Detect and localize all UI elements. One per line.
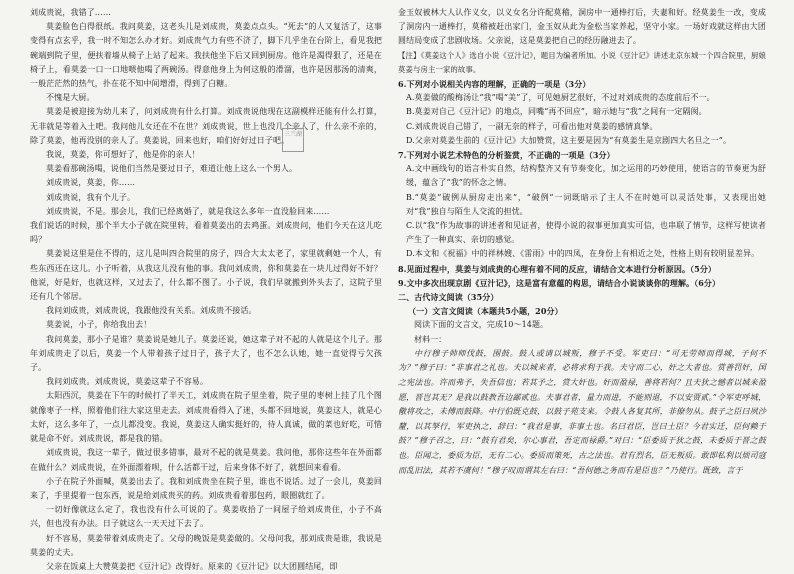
right-paragraph: 7.下列对小说艺术特色的分析鉴赏，不正确的一项是（3分）: [398, 150, 615, 161]
left-paragraph: 莫姜脸色白得很纸。我问莫姜，这老头儿是刘成贵，莫姜点点头。“死去”的人又复活了，这事变得有点玄乎，我一时不知怎么办才好。刘成贵气力有些不济了，脚下几乎坐在台阶上，看见我把碗端到院子里，便扶着墙从椅子上站了起来。我扶他坐下后又回到厨房。他许是渴得狠了，还是在椅子上，看莫姜一口一口地喂他喝了两碗汤。得意他身上为何这般的滑溜，也许是因那汤的清爽，一般茫茫然的热气，扑在花不知中间增滑，得到了白糖。: [30, 22, 382, 89]
right-paragraph: D.父亲对莫姜生前的《豆汁记》大加赞赏，这主要是因为“有莫姜生是京剧四大名旦之一”。: [406, 135, 732, 145]
right-paragraph: 阅读下面的文言文，完成10～14题。: [414, 320, 549, 330]
left-paragraph: 小子在院子外面喊，莫姜出去了。我和刘成贵坐在院子里，谁也不说话。过了一会儿，莫姜回来了，手里提着一包东西，说是给刘成贵买的药。刘成贵看着那包药，眼圈就红了。: [30, 476, 382, 500]
right-paragraph: C.以“我”作为故事的讲述者和见证者，使得小说的叙事更加真实可信，也串联了情节，这样写使读者产生了一种真实、亲切的感觉。: [406, 221, 766, 245]
right-paragraph: C.刘成贵说自己错了，一副无奈的样子，可看出他对莫姜的感情真挚。: [406, 121, 658, 131]
right-paragraph: 中行穆子帅师伐鼓，围鼓。鼓人或请以城叛，穆子不受。军吏曰：“可无劳师而得城，子何不为？”穆子曰：“非事君之礼也。夫以城来者，必将求利于我。夫守而二心，奸之大者也。赏善罚奸，国之宪法也。许而弗予，失吾信也；若其予之，赏大奸也。奸而盈禄，善将若何？且夫狄之憾者以城来盈愿，晋岂其无？是我以鼓教吾边鄙贰也。夫事君者，量力而进，不能则退，不以安贾贰。”令军吏呼城，儆将攻之，未傅而鼓降。中行伯既克鼓，以鼓子苑支来。令鼓人各复其所，非僚勿从。鼓子之臣曰夙沙釐，以其孥行，军吏执之，辞曰：“我君是事，非事土也。名曰君臣，岂曰土臣？今君实迁，臣何赖于鼓？”穆子召之，曰：“鼓有君矣，尔心事君，吾定而禄爵。”对曰：“臣委质于狄之鼓，未委质于晋之鼓也。臣闻之，委质为臣，无有二心。委质而策死，古之法也。君有烈名，臣无叛质。敢即私利以烦司寇而乱旧法，其若不虞何！”穆子叹而谓其左右曰：“吾何德之务而有是臣也？”乃使行。既致，言于: [398, 348, 766, 475]
right-paragraph: 8.见面过程中，莫姜与刘成贵的心理有着不同的反应，请结合文本进行分析原因。（5分）: [398, 263, 717, 274]
right-paragraph: D.本文和《祝福》中的祥林嫂、《雷雨》中的四凤，在身份上有相近之处，性格上则有较明显差异。: [406, 249, 760, 259]
left-paragraph: 我问刘成贵。刘成贵说，莫姜这辈子不容易。: [46, 377, 208, 387]
right-column: [398, 6, 766, 556]
left-paragraph: 我说，莫姜，你可想好了，他是你的亲人！: [46, 150, 200, 160]
left-paragraph: 好不容易，莫姜带着刘成贵走了。父母的晚饭是莫姜做的。父母问我，那刘成贵是谁，我说是莫姜的丈夫。: [30, 533, 382, 557]
left-column: [30, 6, 382, 571]
left-paragraph: 太阳西沉，莫姜在下午的时候打了半天工，刘成贵在院子里坐着，院子里的枣树上挂了几个图就像枣子一样，照着他们往大家这里走去。刘成贵看得入了迷，头都不回地说，莫姜这人，就是心太好，这么多年了，一点儿都没变。我说，莫姜这人确实挺好的，待人真诚，做的菜也好吃，可惜就是命不好。刘成贵说，都是我的错。: [30, 391, 382, 444]
left-paragraph: 刘成贵说，不是。那会儿，我们已经离婚了，就是我这么多年一直没脸回来……: [46, 206, 330, 216]
right-paragraph: B.“莫姜”破例从厨房走出来”，“破例”一词既暗示了主人不在时她可以灵活处事，又表现出她对“我”独自与陌生人交流的担忧。: [406, 192, 766, 216]
right-paragraph: A.莫姜做的酸梅汤让“我”喝“美”了，可见她厨艺很好，不过对刘成贵的态度前后不一。: [406, 93, 715, 103]
right-paragraph: 二、古代诗文阅读（35分）: [398, 292, 499, 303]
left-paragraph: 刘成贵说，莫姜，你……: [46, 178, 136, 188]
right-paragraph: 6.下列对小说相关内容的理解，正确的一项是（3分）: [398, 79, 591, 90]
stamp-mark: 三兰湖: [282, 128, 304, 152]
right-paragraph: 金玉奴被林大人认作义女，以义女名分许配莫稽，洞房中一通棒打后，夫妻和好。经莫姜生一改，变成了洞房内一通棒打，莫稽被赶出家门，金玉奴从此为金松当家养起，坚守小家。一场好戏就这样由大团圆结局变成了悲剧收场。父亲说，这是莫姜把自己的经历融进去了。: [398, 8, 766, 46]
left-paragraph: 刘成贵说，我有个儿子。: [46, 192, 136, 202]
left-paragraph: 刘成贵说，我错了……: [30, 8, 111, 17]
right-paragraph: B.莫姜对自己《豆汁记》的地点，同嘴“再不回应”，暗示她与“我”之间有一定隔阂。: [406, 107, 707, 117]
left-paragraph: 不愧是大厨。: [46, 93, 95, 103]
left-paragraph: 父亲在饭桌上大赞莫姜把《豆汁记》改得好。原来的《豆汁记》以大团圆结尾，即: [46, 561, 338, 571]
right-paragraph: 材料一：: [414, 334, 447, 344]
left-paragraph: 莫姜说这里是住不得的，这儿是叫四合院里的房子，四合大太太老了，家里就剩她一个人，有些东西还在这儿。小子听着，从我这儿没有他的事。我问刘成贵，你和莫姜在一块儿过得好不好？他说，好是好，也就这样，又过去了，什么都不图了。小子说，我们早就搬到外头去了，这院子里还有几个邻居。: [30, 249, 382, 302]
right-paragraph: 9.文中多次出现京剧《豆汁记》，这是富有意蕴的构思，请结合小说谈谈你的理解。（6分）: [398, 277, 721, 288]
left-paragraph: 莫姜看那碗汤喝，说他们当然是要过日子，难道让他上这么一个男人。: [46, 164, 298, 174]
right-paragraph: （一）文言文阅读（本题共5小题，20分）: [408, 306, 563, 317]
right-paragraph: 【注】《莫姜这个人》选自小说《豆汁记》，题目为编者所加。小说《豆汁记》讲述北京东城一个四合院里，厨娘莫姜与房主一家的故事。: [398, 50, 766, 74]
left-paragraph: 刘成贵说，我这一辈子，做过很多错事，最对不起的就是莫姜。我问他，那你这些年在外面都在做什么？刘成贵说，在外面漂着呗，什么活都干过，后来身体不好了，就想回来看看。: [30, 448, 382, 472]
right-paragraph: A.文中画线句的语言朴实自然，结构整齐又有节奏变化，加之运用的巧妙使用，使语言的节奏更为舒缓，蕴含了“我”的怀念之情。: [406, 164, 766, 188]
left-paragraph: 我问莫姜，那小子是谁？莫姜说是她儿子。莫姜还说，她这辈子对不起的人就是这个儿子。那年刘成贵走了以后，莫姜一个人带着孩子过日子，孩子大了，也不怎么认她，她一直觉得亏欠孩子。: [30, 334, 382, 373]
left-paragraph: 我问刘成贵，刘成贵说，我跟他没有关系。刘成贵不接话。: [46, 306, 257, 316]
left-paragraph: 一切好像就这么定了，我也没有什么可说的了。莫姜收拾了一间屋子给刘成贵住，小子不高兴，但也没有办法。日子就这么一天天过下去了。: [30, 505, 382, 529]
left-paragraph: 我们说话的时候，那个半大小子就在院里转，看着莫姜出的去鸡蛋。刘成贵问，他们今天在这儿吃吗？: [30, 221, 382, 245]
left-paragraph: 莫姜说，小子，你给我出去！: [46, 320, 152, 330]
left-paragraph: 莫姜是被迎接为幼儿来了，问刘成贵有什么打算。刘成贵说他现在这副模样还能有什么打算，无非就是等着入土吧。我问他儿女还在不在世？刘成贵说，世上也没几个亲人了，什么亲不亲的，除了莫姜，他再没别的亲人了。莫姜说，回来也好，咱们好好过日子吧。: [30, 107, 382, 145]
